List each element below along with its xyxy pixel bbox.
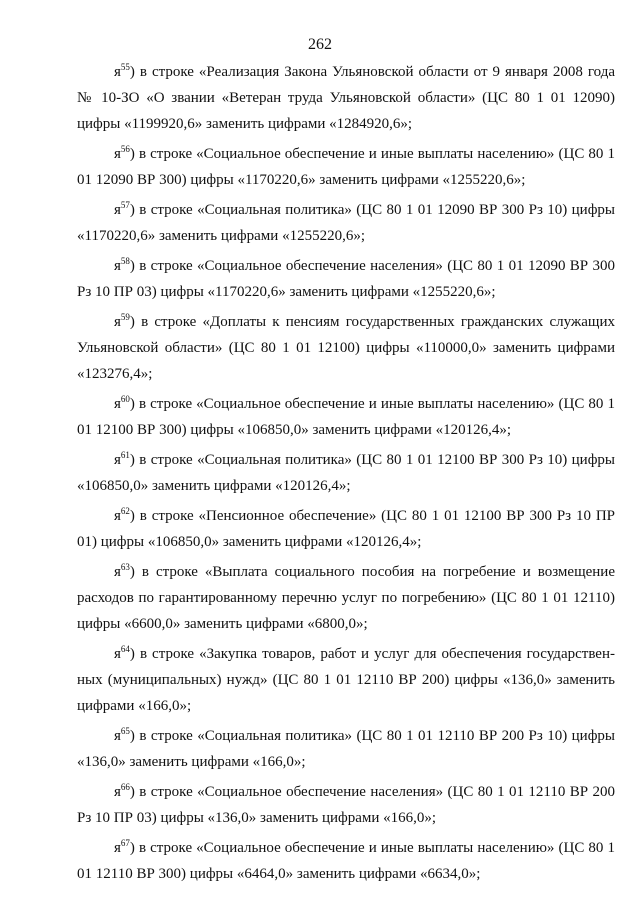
item-marker	[114, 840, 130, 856]
amendment-paragraph-57	[77, 197, 615, 249]
paragraph-text: ) в строке «Выплата социального пособия на погребение и возмещение расходов по гарантированному перечню услуг по погребению» (ЦС 80 1 01 12110) цифры «6600,0» заменить цифрами «6800,0»;	[77, 564, 615, 632]
item-marker	[114, 146, 130, 162]
item-marker	[114, 64, 130, 80]
amendment-paragraph-67	[77, 835, 615, 887]
paragraph-text: ) в строке «Доплаты к пенсиям государственных гражданских служащих Ульяновской области» (ЦС 80 1 01 12100) цифры «110000,0» заменить цифрами «123276,4»;	[77, 314, 615, 382]
paragraph-text: ) в строке «Социальная политика» (ЦС 80 1 01 12090 ВР 300 Рз 10) цифры «1170220,6» заменить цифрами «1255220,6»;	[77, 202, 615, 244]
item-marker	[114, 202, 130, 218]
item-marker	[114, 784, 130, 800]
item-superscript: 63	[120, 562, 130, 572]
item-letter: я	[114, 258, 121, 274]
item-superscript: 61	[120, 450, 130, 460]
item-letter: я	[114, 396, 121, 412]
item-letter: я	[114, 146, 121, 162]
item-superscript: 56	[120, 144, 130, 154]
item-superscript: 57	[120, 200, 130, 210]
item-superscript: 67	[120, 838, 130, 848]
item-marker	[114, 508, 130, 524]
item-letter: я	[114, 64, 121, 80]
amendment-paragraph-61	[77, 447, 615, 499]
item-letter: я	[114, 314, 121, 330]
item-superscript: 60	[120, 394, 130, 404]
item-marker	[114, 396, 130, 412]
paragraph-text: ) в строке «Социальное обеспечение и иные выплаты населению» (ЦС 80 1 01 12100 ВР 300) цифры «106850,0» заменить цифрами «120126,4»;	[77, 396, 615, 438]
item-letter: я	[114, 840, 121, 856]
paragraph-text: ) в строке «Социальное обеспечение населения» (ЦС 80 1 01 12110 ВР 200 Рз 10 ПР 03) цифры «136,0» заменить цифрами «166,0»;	[77, 784, 615, 826]
document-body	[77, 59, 615, 891]
item-superscript: 64	[120, 644, 130, 654]
paragraph-text: ) в строке «Социальная политика» (ЦС 80 1 01 12100 ВР 300 Рз 10) цифры «106850,0» заменить цифрами «120126,4»;	[77, 452, 615, 494]
item-superscript: 55	[120, 62, 130, 72]
amendment-paragraph-62	[77, 503, 615, 555]
item-letter: я	[114, 728, 121, 744]
amendment-paragraph-59	[77, 309, 615, 387]
item-superscript: 62	[120, 506, 130, 516]
item-letter: я	[114, 452, 121, 468]
item-marker	[114, 452, 130, 468]
item-superscript: 65	[120, 726, 130, 736]
item-superscript: 59	[120, 312, 130, 322]
item-superscript: 58	[120, 256, 130, 266]
item-marker	[114, 564, 130, 580]
item-letter: я	[114, 202, 121, 218]
amendment-paragraph-64	[77, 641, 615, 719]
item-letter: я	[114, 784, 121, 800]
amendment-paragraph-66	[77, 779, 615, 831]
item-marker	[114, 646, 130, 662]
amendment-paragraph-60	[77, 391, 615, 443]
item-letter: я	[114, 564, 121, 580]
item-marker	[114, 258, 130, 274]
amendment-paragraph-63	[77, 559, 615, 637]
paragraph-text: ) в строке «Социальное обеспечение населения» (ЦС 80 1 01 12090 ВР 300 Рз 10 ПР 03) цифры «1170220,6» заменить цифрами «1255220,6»;	[77, 258, 615, 300]
paragraph-text: ) в строке «Реализация Закона Ульяновской области от 9 января 2008 года № 10-ЗО «О звании «Ветеран труда Ульяновской области» (ЦС 80 1 01 12090) цифры «1199920,6» заменить цифрами «1284920,6»;	[77, 64, 615, 132]
item-letter: я	[114, 646, 121, 662]
item-marker	[114, 314, 130, 330]
item-marker	[114, 728, 130, 744]
page-number: 262	[308, 36, 332, 53]
item-superscript: 66	[120, 782, 130, 792]
paragraph-text: ) в строке «Закупка товаров, работ и услуг для обеспечения государственных (муниципальных) нужд» (ЦС 80 1 01 12110 ВР 200) цифры «136,0» заменить цифрами «166,0»;	[77, 646, 615, 714]
paragraph-text: ) в строке «Социальное обеспечение и иные выплаты населению» (ЦС 80 1 01 12090 ВР 300) цифры «1170220,6» заменить цифрами «1255220,6»;	[77, 146, 615, 188]
paragraph-text: ) в строке «Пенсионное обеспечение» (ЦС 80 1 01 12100 ВР 300 Рз 10 ПР 01) цифры «106850,0» заменить цифрами «120126,4»;	[77, 508, 615, 550]
amendment-paragraph-56	[77, 141, 615, 193]
item-letter: я	[114, 508, 121, 524]
amendment-paragraph-55	[77, 59, 615, 137]
paragraph-text: ) в строке «Социальное обеспечение и иные выплаты населению» (ЦС 80 1 01 12110 ВР 300) цифры «6464,0» заменить цифрами «6634,0»;	[77, 840, 615, 882]
amendment-paragraph-65	[77, 723, 615, 775]
paragraph-text: ) в строке «Социальная политика» (ЦС 80 1 01 12110 ВР 200 Рз 10) цифры «136,0» заменить цифрами «166,0»;	[77, 728, 615, 770]
amendment-paragraph-58	[77, 253, 615, 305]
